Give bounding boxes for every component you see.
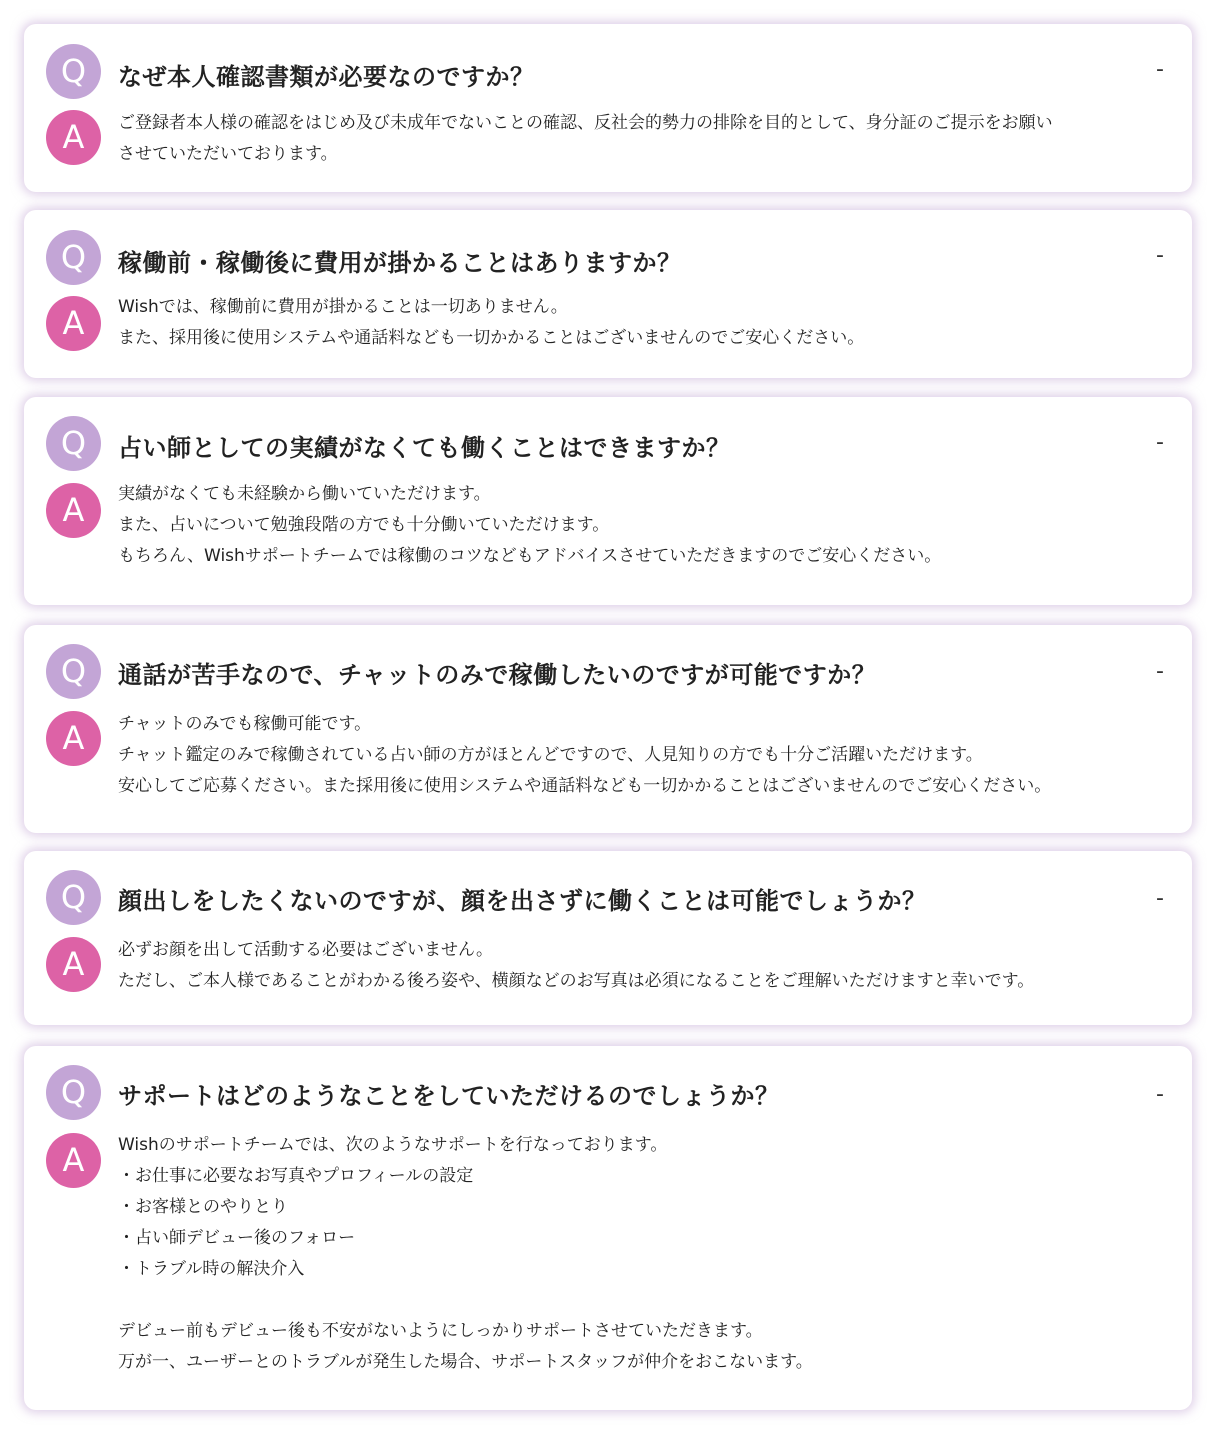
- faq-answer: [118, 292, 1162, 354]
- answer-line: ・お客様とのやりとり: [118, 1197, 288, 1217]
- answer-line: ただし、ご本人様であることがわかる後ろ姿や、横顔などのお写真は必須になることをご理解いただけますと幸いです。: [118, 971, 1035, 991]
- faq-item: [24, 625, 1192, 833]
- collapse-toggle-icon[interactable]: -: [1156, 57, 1164, 82]
- answer-line: Wishのサポートチームでは、次のようなサポートを行なっております。: [118, 1135, 668, 1155]
- faq-question[interactable]: 顔出しをしたくないのですが、顔を出さずに働くことは可能でしょうか？: [118, 887, 927, 915]
- answer-line: ・トラブル時の解決介入: [118, 1259, 305, 1279]
- question-badge: Q: [46, 1065, 101, 1120]
- faq-question[interactable]: 稼働前・稼働後に費用が掛かることはありますか？: [118, 249, 682, 277]
- faq-question[interactable]: なぜ本人確認書類が必要なのですか？: [118, 63, 535, 91]
- faq-item: [24, 210, 1192, 378]
- answer-line: デビュー前もデビュー後も不安がないようにしっかりサポートさせていただきます。: [118, 1321, 763, 1341]
- answer-line: チャット鑑定のみで稼働されている占い師の方がほとんどですので、人見知りの方でも十分ご活躍いただけます。: [118, 745, 983, 765]
- answer-badge: A: [46, 483, 101, 538]
- answer-line: また、占いについて勉強段階の方でも十分働いていただけます。: [118, 515, 610, 535]
- collapse-toggle-icon[interactable]: -: [1156, 886, 1164, 911]
- question-badge: Q: [46, 230, 101, 285]
- faq-item: [24, 24, 1192, 192]
- answer-line: させていただいております。: [118, 144, 338, 164]
- question-badge: Q: [46, 44, 101, 99]
- answer-badge: A: [46, 711, 101, 766]
- answer-badge: A: [46, 110, 101, 165]
- answer-line: もちろん、Wishサポートチームでは稼働のコツなどもアドバイスさせていただきますのでご安心ください。: [118, 546, 942, 566]
- faq-question[interactable]: 通話が苦手なので、チャットのみで稼働したいのですが可能ですか？: [118, 661, 877, 689]
- collapse-toggle-icon[interactable]: -: [1156, 243, 1164, 268]
- collapse-toggle-icon[interactable]: -: [1156, 1082, 1164, 1107]
- faq-question[interactable]: 占い師としての実績がなくても働くことはできますか？: [118, 434, 731, 462]
- faq-answer: [118, 935, 1162, 997]
- faq-answer: [118, 709, 1162, 802]
- faq-item: [24, 1046, 1192, 1410]
- answer-badge: A: [46, 937, 101, 992]
- question-badge: Q: [46, 644, 101, 699]
- answer-line: 必ずお顔を出して活動する必要はございません。: [118, 940, 494, 960]
- answer-badge: A: [46, 1133, 101, 1188]
- faq-answer: [118, 108, 1162, 170]
- answer-line: ご登録者本人様の確認をはじめ及び未成年でないことの確認、反社会的勢力の排除を目的として、身分証のご提示をお願い: [118, 113, 1053, 133]
- question-badge: Q: [46, 416, 101, 471]
- answer-line: ・占い師デビュー後のフォロー: [118, 1228, 356, 1248]
- answer-line: [118, 1285, 1162, 1316]
- question-badge: Q: [46, 870, 101, 925]
- collapse-toggle-icon[interactable]: -: [1156, 430, 1164, 455]
- faq-answer: [118, 479, 1162, 572]
- answer-line: Wishでは、稼働前に費用が掛かることは一切ありません。: [118, 297, 568, 317]
- faq-question[interactable]: サポートはどのようなことをしていただけるのでしょうか？: [118, 1082, 780, 1110]
- answer-line: 万が一、ユーザーとのトラブルが発生した場合、サポートスタッフが仲介をおこないます。: [118, 1352, 813, 1372]
- faq-item: [24, 397, 1192, 605]
- faq-answer: [118, 1130, 1162, 1378]
- answer-line: ・お仕事に必要なお写真やプロフィールの設定: [118, 1166, 474, 1186]
- answer-line: 実績がなくても未経験から働いていただけます。: [118, 484, 491, 504]
- faq-item: [24, 851, 1192, 1025]
- answer-line: また、採用後に使用システムや通話料なども一切かかることはございませんのでご安心ください。: [118, 328, 865, 348]
- answer-badge: A: [46, 296, 101, 351]
- answer-line: 安心してご応募ください。また採用後に使用システムや通話料なども一切かかることはございませんのでご安心ください。: [118, 776, 1052, 796]
- collapse-toggle-icon[interactable]: -: [1156, 659, 1164, 684]
- answer-line: チャットのみでも稼働可能です。: [118, 714, 372, 734]
